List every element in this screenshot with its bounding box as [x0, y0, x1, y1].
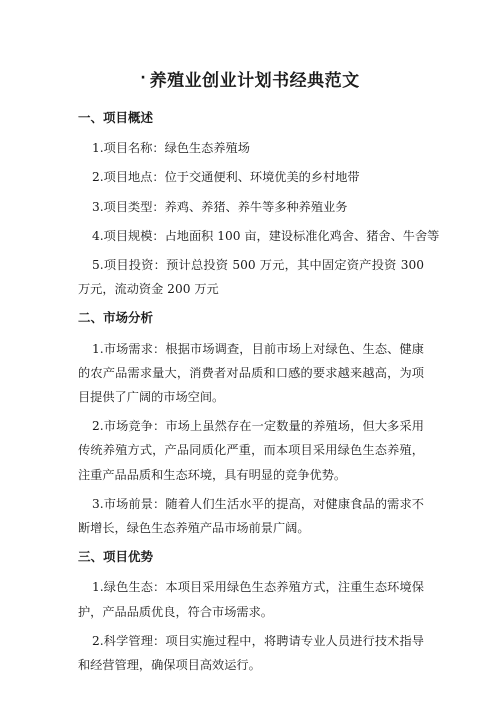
- section-heading: 三、项目优势: [78, 549, 154, 565]
- paragraph: 1.市场需求：根据市场调查，目前市场上对绿色、生态、健康的农产品需求量大，消费者对品质和口感的要求越来越高，为项目提供了广阔的市场空间。: [78, 341, 424, 405]
- section-overview: [78, 106, 440, 301]
- paragraph: 1.项目名称：绿色生态养殖场: [92, 141, 250, 156]
- paragraph: 2.科学管理：项目实施过程中，将聘请专业人员进行技术指导和经营管理，确保项目高效运行。: [78, 633, 424, 673]
- section-heading: 一、项目概述: [78, 110, 154, 125]
- page-title: 养殖业创业计划书经典范文: [149, 71, 360, 91]
- title-block: [0, 66, 500, 91]
- paragraph: 2.市场竞争：市场上虽然存在一定数量的养殖场，但大多采用传统养殖方式，产品同质化严重，而本项目采用绿色生态养殖，注重产品品质和生态环境，具有明显的竞争优势。: [78, 419, 424, 482]
- document-body: [78, 106, 440, 682]
- paragraph: 3.市场前景：随着人们生活水平的提高，对健康食品的需求不断增长，绿色生态养殖产品市场前景广阔。: [78, 496, 424, 536]
- paragraph: 1.绿色生态：本项目采用绿色生态养殖方式，注重生态环境保护，产品品质优良，符合市场需求。: [78, 580, 424, 619]
- section-heading: 二、市场分析: [78, 310, 154, 326]
- section-advantages: [78, 545, 424, 677]
- paragraph: 2.项目地点：位于交通便利、环境优美的乡村地带: [92, 170, 360, 185]
- paragraph: 3.项目类型：养鸡、养猪、养牛等多种养殖业务: [92, 199, 348, 214]
- paragraph: 4.项目规模：占地面积 100 亩，建设标准化鸡舍、猪舍、牛舍等: [92, 228, 440, 243]
- section-market-analysis: [78, 306, 424, 540]
- paragraph: 5.项目投资：预计总投资 500 万元，其中固定资产投资 300 万元，流动资金 200 万元: [78, 258, 424, 297]
- title-bullet-mark: ·: [140, 70, 146, 86]
